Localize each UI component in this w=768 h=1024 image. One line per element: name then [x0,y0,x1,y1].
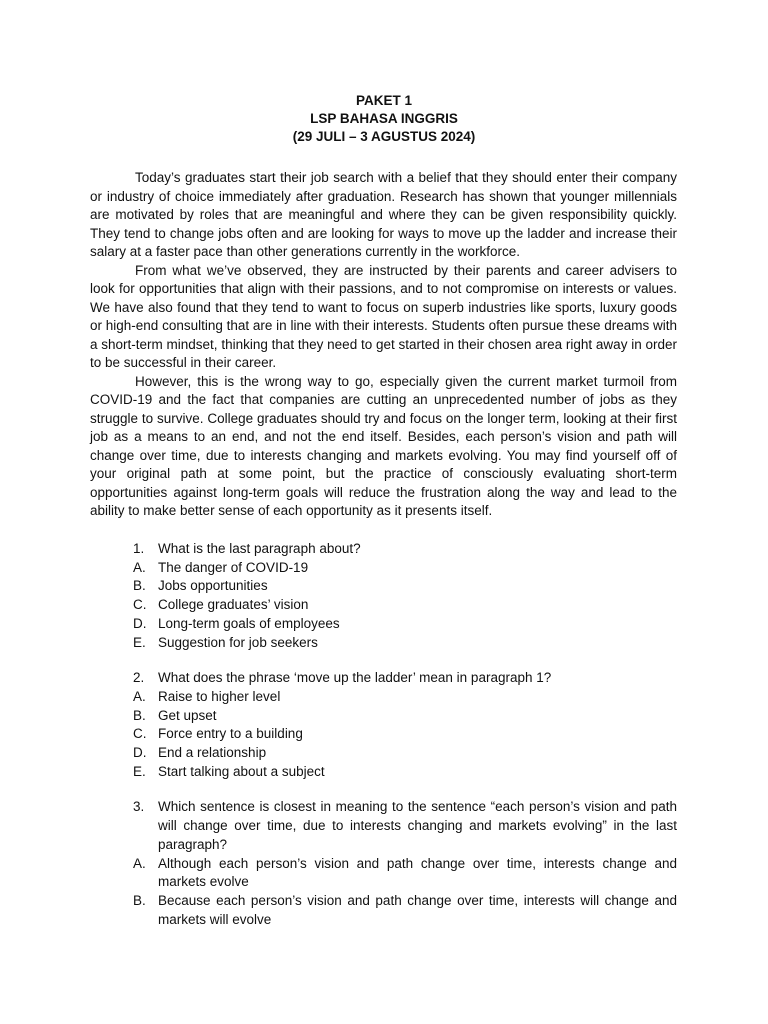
question-text: What does the phrase ‘move up the ladder’ mean in paragraph 1? [158,670,552,686]
option-e [133,763,677,782]
question-list [133,540,677,946]
question-stem [133,540,677,559]
question-number: 1. [133,541,145,556]
option-text: Long-term goals of employees [158,615,340,631]
option-c [133,596,677,615]
option-text: Force entry to a building [158,726,303,742]
package-title: PAKET 1 [355,93,412,108]
option-letter: A. [133,559,146,575]
option-letter: B. [133,707,146,723]
option-letter: E. [133,634,146,650]
option-a [133,855,677,892]
option-letter: C. [133,726,147,742]
option-b [133,577,677,596]
option-letter: D. [133,615,147,631]
passage-paragraph-1: Today’s graduates start their job search with a belief that they should enter their company or industry of choice immediately after graduation. Research has shown that younger millennials are motivated by roles that are meaningful and where they can be given responsibility quickly. They tend to change jobs often and are looking for ways to move up the ladder and increase their salary at a faster pace than other generations currently in the workforce. [90,170,677,259]
option-a [133,559,677,578]
option-text: Because each person’s vision and path change over time, interests will change and markets will evolve [158,892,677,927]
subject-title: LSP BAHASA INGGRIS [310,111,458,126]
question-text: Which sentence is closest in meaning to the sentence “each person’s vision and path will change over time, due to interests changing and markets evolving” in the last paragraph? [158,799,677,852]
option-text: Raise to higher level [158,688,281,704]
option-d [133,615,677,634]
question-2 [133,669,677,781]
question-stem [133,669,677,688]
option-c [133,725,677,744]
option-d [133,744,677,763]
option-letter: A. [133,855,146,871]
question-number: 2. [133,670,145,686]
option-text: Although each person’s vision and path change over time, interests change and markets evolve [158,855,677,890]
question-3 [133,798,677,929]
question-stem [133,798,677,854]
date-range: (29 JULI – 3 AGUSTUS 2024) [292,129,476,144]
reading-passage [90,169,677,521]
question-text: What is the last paragraph about? [158,541,361,556]
passage-paragraph-2: From what we’ve observed, they are instructed by their parents and career advisers to look for opportunities that align with their passions, and to not compromise on interests or values. We have also found that they tend to want to focus on superb industries like sports, luxury goods or high-end consulting that are in line with their interests. Students often pursue these dreams with a short-term mindset, thinking that they need to get started in their chosen area right away in order to be successful in their career. [90,262,677,370]
question-1 [133,540,677,652]
option-b [133,892,677,929]
option-text: Start talking about a subject [158,763,325,779]
option-letter: D. [133,745,147,761]
passage-paragraph-3: However, this is the wrong way to go, especially given the current market turmoil from COVID-19 and the fact that companies are cutting an unprecedented number of jobs as they struggle to survive. College graduates should try and focus on the longer term, looking at their first job as a means to an end, and not the end itself. Besides, each person’s vision and path will change over time, due to interests changing and markets evolving. You may find yourself off of your original path at some point, but the practice of consciously evaluating short-term opportunities against long-term goals will reduce the frustration along the way and lead to the ability to make better sense of each opportunity as it presents itself. [90,373,677,518]
option-text: Jobs opportunities [158,578,268,594]
option-text: Suggestion for job seekers [158,634,318,650]
option-letter: C. [133,597,147,613]
option-b [133,707,677,726]
option-e [133,634,677,653]
question-number: 3. [133,799,145,815]
option-text: College graduates’ vision [158,597,309,613]
option-letter: B. [133,578,146,594]
option-text: Get upset [158,707,217,723]
option-letter: B. [133,892,146,908]
document-header [0,92,768,146]
option-a [133,688,677,707]
option-text: End a relationship [158,745,267,761]
option-letter: E. [133,763,146,779]
option-text: The danger of COVID-19 [158,559,309,575]
option-letter: A. [133,688,146,704]
